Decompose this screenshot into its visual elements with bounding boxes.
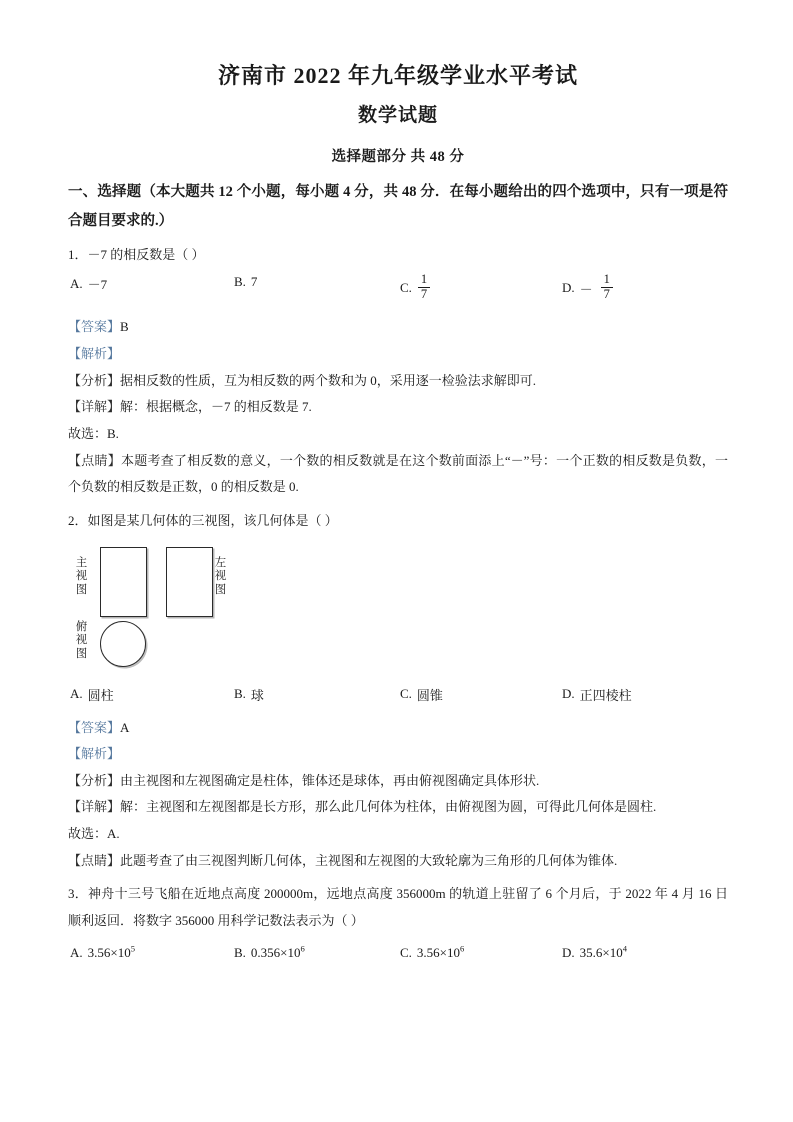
question-3-option-d[interactable]	[562, 945, 627, 961]
option-label: C.	[400, 944, 412, 960]
sci-exponent: 6	[460, 943, 465, 954]
question-1-conclusion: 故选：B.	[68, 425, 119, 441]
front-view-rectangle	[100, 547, 147, 617]
answer-marker: 【答案】	[68, 719, 121, 735]
option-label: C.	[400, 280, 412, 296]
sci-mantissa: 3.56×10	[87, 944, 131, 960]
option-value	[580, 945, 627, 961]
front-view-label: 主视图	[75, 556, 88, 596]
question-2-option-c[interactable]	[400, 685, 443, 704]
sci-mantissa: 3.56×10	[416, 944, 461, 960]
option-label: B.	[234, 944, 246, 960]
question-1-highlight	[68, 448, 728, 501]
option-label: A.	[70, 275, 83, 291]
question-2-stem: 2．如图是某几何体的三视图，该几何体是（ ）	[68, 512, 338, 528]
question-1-detail	[68, 394, 728, 421]
question-3-options	[68, 935, 728, 975]
option-value: 正四棱柱	[579, 687, 632, 703]
question-1-analysis-marker-line	[68, 341, 728, 368]
detail-text: 解：主视图和左视图都是长方形，那么此几何体为柱体，由俯视图为圆，可得此几何体是圆柱.	[120, 799, 657, 815]
breakdown-text: 据相反数的性质，互为相反数的两个数和为 0，采用逐一检验法求解即可.	[120, 372, 537, 388]
fraction-one-seventh	[418, 273, 430, 301]
detail-marker: 【详解】	[68, 799, 121, 815]
page-content	[68, 0, 728, 975]
highlight-text: 本题考查了相反数的意义，一个数的相反数就是在这个数前面添上“－”号：一个正数的相反数是负数，一个负数的相反数是正数，0 的相反数是 0.	[68, 452, 728, 495]
option-label: D.	[562, 280, 575, 296]
highlight-marker: 【点睛】	[68, 852, 121, 868]
left-view-label: 左视图	[214, 556, 227, 596]
sci-mantissa: 35.6×10	[579, 944, 623, 960]
question-2-breakdown	[68, 768, 728, 795]
question-1-stem: 1．－7 的相反数是（ ）	[68, 246, 205, 262]
fraction-numerator: 1	[603, 272, 610, 287]
option-value	[251, 945, 305, 961]
minus-sign: －	[579, 281, 593, 297]
question-2-option-b[interactable]	[234, 685, 264, 704]
page-subtitle: 数学试题	[357, 104, 438, 126]
option-value: －7	[87, 277, 108, 293]
answer-value: A	[120, 719, 130, 735]
sci-exponent: 5	[130, 943, 136, 954]
question-1-option-a[interactable]	[70, 274, 107, 293]
fraction-numerator: 1	[420, 272, 428, 287]
question-2-figure-three-views	[68, 535, 728, 675]
option-label: C.	[400, 686, 412, 702]
question-3-option-c[interactable]	[400, 945, 464, 961]
part-heading-multiple-choice: 一、选择题（本大题共 12 个小题，每小题 4 分，共 48 分．在每小题给出的四个选项中，只有一项是符合题目要求的.）	[68, 184, 728, 229]
option-label: A.	[70, 944, 83, 960]
detail-marker: 【详解】	[68, 399, 121, 415]
page-title: 济南市 2022 年九年级学业水平考试	[217, 63, 578, 88]
option-value	[417, 945, 464, 961]
breakdown-text: 由主视图和左视图确定是柱体，锥体还是球体，再由俯视图确定具体形状.	[120, 772, 540, 788]
question-3-option-b[interactable]	[234, 945, 305, 961]
question-2-option-d[interactable]	[562, 685, 632, 704]
analysis-marker: 【解析】	[68, 346, 121, 362]
question-3	[68, 874, 728, 974]
option-label: A.	[70, 686, 83, 702]
question-1-options	[68, 268, 728, 314]
answer-value: B	[120, 319, 129, 335]
option-value: 7	[250, 274, 258, 290]
question-3-option-a[interactable]	[70, 945, 135, 961]
breakdown-marker: 【分析】	[68, 772, 121, 788]
question-1-option-b[interactable]	[234, 274, 257, 290]
highlight-marker: 【点睛】	[68, 452, 121, 468]
option-value: 圆锥	[416, 687, 443, 703]
question-3-stem: 3．神舟十三号飞船在近地点高度 200000m，远地点高度 356000m 的轨道上驻留了 6 个月后，于 2022 年 4 月 16 日顺利返回．将数字 356000 用科学记数法表示为（ ）	[68, 886, 728, 929]
option-label: B.	[234, 686, 246, 702]
question-1-option-d[interactable]	[562, 274, 614, 302]
top-view-circle	[100, 621, 146, 667]
top-view-label: 俯视图	[75, 620, 88, 660]
question-1-option-c[interactable]	[400, 274, 431, 302]
three-view-drawing	[68, 543, 288, 667]
detail-text: 解：根据概念，－7 的相反数是 7.	[120, 399, 312, 415]
fraction-denominator: 7	[601, 287, 613, 302]
question-2-highlight	[68, 848, 728, 875]
analysis-marker: 【解析】	[68, 746, 121, 762]
fraction-denominator: 7	[418, 287, 430, 302]
fraction-negative-one-seventh	[601, 273, 613, 301]
option-value	[88, 945, 135, 961]
question-2-conclusion: 故选：A.	[68, 826, 120, 842]
sci-exponent: 4	[622, 943, 628, 954]
question-2-option-a[interactable]	[70, 685, 114, 704]
question-2-answer-line	[68, 715, 728, 742]
option-label: D.	[562, 944, 575, 960]
question-2-detail	[68, 794, 728, 821]
question-2-options	[68, 675, 728, 715]
question-2-analysis-marker-line	[68, 741, 728, 768]
sci-mantissa: 0.356×10	[250, 944, 301, 960]
option-label: B.	[234, 274, 246, 290]
option-value: 球	[250, 687, 264, 703]
option-label: D.	[562, 686, 575, 702]
answer-marker: 【答案】	[68, 319, 121, 335]
breakdown-marker: 【分析】	[68, 372, 121, 388]
question-1-breakdown	[68, 368, 728, 395]
highlight-text: 此题考查了由三视图判断几何体，主视图和左视图的大致轮廓为三角形的几何体为锥体.	[120, 852, 618, 868]
question-1-answer-line	[68, 314, 728, 341]
sci-exponent: 6	[300, 943, 305, 954]
option-value: 圆柱	[87, 687, 114, 703]
question-2	[68, 501, 728, 874]
left-view-rectangle	[166, 547, 213, 617]
question-1	[68, 235, 728, 501]
section-heading: 选择题部分 共 48 分	[331, 149, 465, 166]
